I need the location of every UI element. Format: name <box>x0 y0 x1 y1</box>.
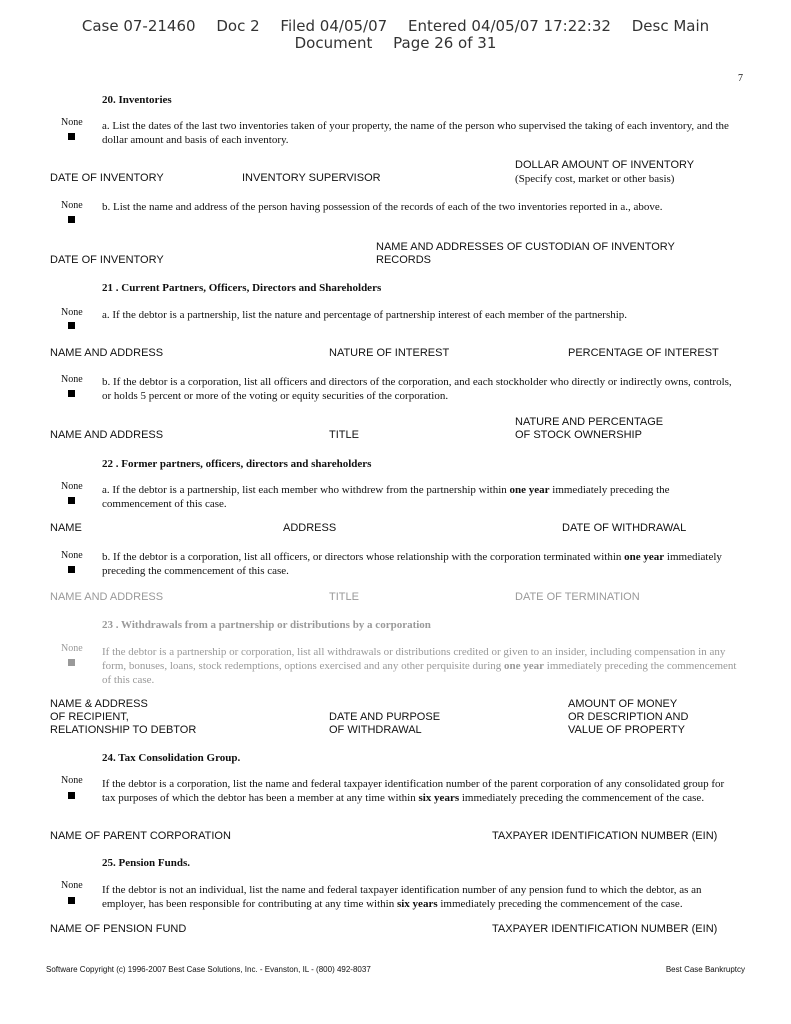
col-header: TAXPAYER IDENTIFICATION NUMBER (EIN) <box>492 923 718 935</box>
case-header-line2 <box>0 35 791 51</box>
col-header: VALUE OF PROPERTY <box>568 724 685 736</box>
none-label: None <box>61 374 83 385</box>
none-label: None <box>61 307 83 318</box>
section-25-title: 25. Pension Funds. <box>102 857 191 869</box>
col-header: INVENTORY SUPERVISOR <box>242 172 381 184</box>
col-header: OF WITHDRAWAL <box>329 724 422 736</box>
none-checkbox[interactable] <box>68 897 75 904</box>
col-header: DATE OF INVENTORY <box>50 254 164 266</box>
desc-main: Desc Main <box>631 17 710 35</box>
none-label: None <box>61 880 83 891</box>
col-header: PERCENTAGE OF INTEREST <box>568 347 719 359</box>
col-header: NAME & ADDRESS <box>50 698 148 710</box>
entered-date: Entered 04/05/07 17:22:32 <box>407 17 611 35</box>
col-header: NAME AND ADDRESS <box>50 347 164 359</box>
col-header: NAME OF PARENT CORPORATION <box>50 830 231 842</box>
col-header: NAME <box>50 522 82 534</box>
none-label: None <box>61 481 83 492</box>
col-header: NATURE AND PERCENTAGE <box>515 416 664 428</box>
col-header: OR DESCRIPTION AND <box>568 711 689 723</box>
col-header: NAME AND ADDRESS <box>50 591 164 603</box>
none-checkbox[interactable] <box>68 216 75 223</box>
section-22a-text: a. If the debtor is a partnership, list each member who withdrew from the partnership within one year immediately preceding the commencement of this case. <box>102 484 670 510</box>
none-label: None <box>61 117 83 128</box>
case-number: Case 07-21460 <box>81 17 196 35</box>
col-header: NAME AND ADDRESSES OF CUSTODIAN OF INVENTORY <box>376 241 675 253</box>
section-21a-text: a. If the debtor is a partnership, list the nature and percentage of partnership interest of each member of the partnership. <box>102 309 628 321</box>
col-header: DATE OF TERMINATION <box>515 591 640 603</box>
page-count: Page 26 of 31 <box>393 34 497 52</box>
section-22b-text: b. If the debtor is a corporation, list all officers, or directors whose relationship with the corporation terminated within one year immediately preceding the commencement of this case. <box>102 551 722 577</box>
section-21b-text: b. If the debtor is a corporation, list all officers and directors of the corporation, and each stockholder who directly or indirectly owns, controls, or holds 5 percent or more of the voting or equity securities of the corporation. <box>102 376 732 402</box>
none-checkbox[interactable] <box>68 322 75 329</box>
section-20b-text: b. List the name and address of the person having possession of the records of each of the two inventories reported in a., above. <box>102 201 663 213</box>
none-label: None <box>61 200 83 211</box>
footer-copyright: Software Copyright (c) 1996-2007 Best Case Solutions, Inc. - Evanston, IL - (800) 492-8037 <box>46 965 371 974</box>
section-24-text: If the debtor is a corporation, list the name and federal taxpayer identification number of the parent corporation of any consolidated group for tax purposes of which the debtor has been a member at any time within six years immediately preceding the commencement of the case. <box>102 778 725 804</box>
section-24-title: 24. Tax Consolidation Group. <box>102 752 241 764</box>
col-header: DATE OF INVENTORY <box>50 172 164 184</box>
col-header: AMOUNT OF MONEY <box>568 698 678 710</box>
none-checkbox[interactable] <box>68 566 75 573</box>
col-header: RECORDS <box>376 254 432 266</box>
none-checkbox[interactable] <box>68 659 75 666</box>
section-21-title: 21 . Current Partners, Officers, Directors and Shareholders <box>102 282 382 294</box>
section-20-title: 20. Inventories <box>102 94 172 106</box>
col-header: NAME OF PENSION FUND <box>50 923 187 935</box>
col-header: DATE AND PURPOSE <box>329 711 441 723</box>
col-header: DATE OF WITHDRAWAL <box>562 522 687 534</box>
col-header: OF RECIPIENT, <box>50 711 129 723</box>
section-25-text: If the debtor is not an individual, list the name and federal taxpayer identification number of any pension fund to which the debtor, as an employer, has been responsible for contributing at any time within six years immediately preceding the commencement of the case. <box>102 884 702 910</box>
section-23-title: 23 . Withdrawals from a partnership or distributions by a corporation <box>102 619 431 631</box>
page-number: 7 <box>738 73 743 84</box>
filed-date: Filed 04/05/07 <box>280 17 388 35</box>
none-label: None <box>61 643 83 654</box>
none-label: None <box>61 550 83 561</box>
col-header: RELATIONSHIP TO DEBTOR <box>50 724 197 736</box>
col-header: (Specify cost, market or other basis) <box>515 173 675 185</box>
section-23-text: If the debtor is a partnership or corporation, list all withdrawals or distributions credited or given to an insider, including compensation in any form, bonuses, loans, stock redemptions, options exercised and any other perquisite during one year immediately preceding the commencement of this case. <box>102 646 737 686</box>
col-header: NATURE OF INTEREST <box>329 347 450 359</box>
none-label: None <box>61 775 83 786</box>
col-header: ADDRESS <box>283 522 337 534</box>
none-checkbox[interactable] <box>68 792 75 799</box>
none-checkbox[interactable] <box>68 497 75 504</box>
col-header: TAXPAYER IDENTIFICATION NUMBER (EIN) <box>492 830 718 842</box>
none-checkbox[interactable] <box>68 133 75 140</box>
col-header: TITLE <box>329 591 359 603</box>
document-label: Document <box>294 34 373 52</box>
doc-number: Doc 2 <box>216 17 260 35</box>
col-header: OF STOCK OWNERSHIP <box>515 429 642 441</box>
section-22-title: 22 . Former partners, officers, directors and shareholders <box>102 458 372 470</box>
none-checkbox[interactable] <box>68 390 75 397</box>
footer-brand: Best Case Bankruptcy <box>665 965 745 974</box>
case-header <box>0 18 791 34</box>
section-20a-text: a. List the dates of the last two inventories taken of your property, the name of the person who supervised the taking of each inventory, and the dollar amount and basis of each inventory. <box>102 120 729 146</box>
col-header: TITLE <box>329 429 359 441</box>
col-header: DOLLAR AMOUNT OF INVENTORY <box>515 159 695 171</box>
col-header: NAME AND ADDRESS <box>50 429 164 441</box>
